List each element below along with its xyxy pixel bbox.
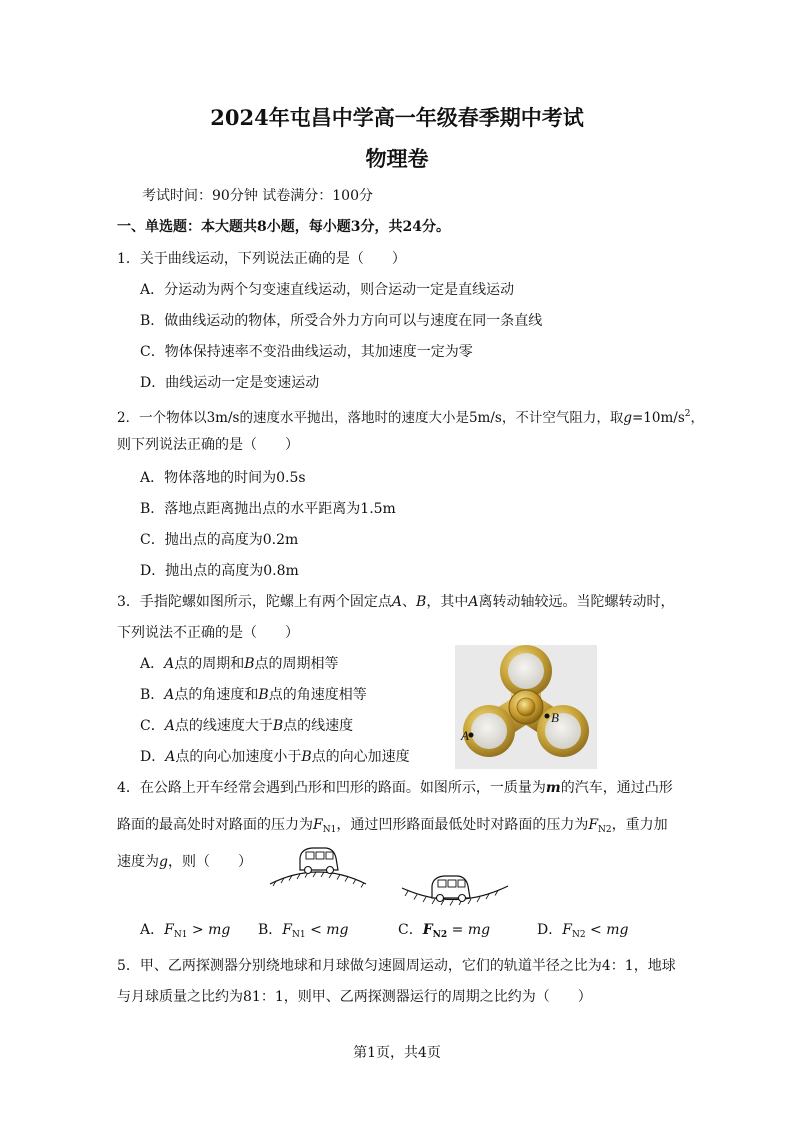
convex-road-hatching <box>273 872 364 888</box>
q4-option-d: D．$F_{N2}$ < mg <box>537 922 629 940</box>
point-a-label: A <box>461 728 469 743</box>
q5-stem-line2: 与月球质量之比约为81：1，则甲、乙两探测器运行的周期之比约为（ ） <box>117 989 592 1005</box>
car-icon <box>432 876 470 902</box>
q1-stem: 1．关于曲线运动，下列说法正确的是（ ） <box>117 251 406 267</box>
q4-stem-line3: 速度为g，则（ ） <box>117 854 252 870</box>
q1-option-c: C．物体保持速率不变沿曲线运动，其加速度一定为零 <box>140 344 473 360</box>
q2-option-b: B．落地点距离抛出点的水平距离为1.5m <box>140 501 396 517</box>
q2-stem-line2: 则下列说法正确的是（ ） <box>117 437 299 453</box>
spinner-hub-center <box>517 698 535 716</box>
section-heading: 一、单选题：本大题共8小题，每小题3分，共24分。 <box>117 219 450 235</box>
q2-option-c: C．抛出点的高度为0.2m <box>140 532 299 548</box>
car-icon <box>300 848 338 874</box>
q2-option-d: D．抛出点的高度为0.8m <box>140 563 299 579</box>
q3-option-c: C．A点的线速度大于B点的线速度 <box>140 718 354 734</box>
q4-option-c: C．$F_{N2}$ = mg <box>398 922 491 940</box>
q2-option-a: A．物体落地的时间为0.5s <box>140 470 306 486</box>
title-line1: 2024年屯昌中学高一年级春季期中考试 <box>210 105 584 130</box>
fidget-spinner-figure <box>455 645 597 769</box>
q4-option-a: A．$F_{N1}$ > mg <box>140 922 231 940</box>
q3-stem-line1: 3．手指陀螺如图所示，陀螺上有两个固定点A、B，其中A离转动轴较远。当陀螺转动时， <box>117 594 675 610</box>
q5-stem-line1: 5．甲、乙两探测器分别绕地球和月球做匀速圆周运动，它们的轨道半径之比为4：1，地球 <box>117 958 676 974</box>
q3-option-a: A．A点的周期和B点的周期相等 <box>140 656 339 672</box>
spinner-cap-top <box>508 653 544 689</box>
title-line2: 物理卷 <box>365 146 429 171</box>
q1-option-b: B．做曲线运动的物体，所受合外力方向可以与速度在同一条直线 <box>140 313 543 329</box>
point-b-dot <box>545 714 550 719</box>
q4-option-b: B．$F_{N1}$ < mg <box>258 922 349 940</box>
q1-option-d: D．曲线运动一定是变速运动 <box>140 375 320 391</box>
q3-option-d: D．A点的向心加速度小于B点的向心加速度 <box>140 749 410 765</box>
convex-road-surface <box>270 872 366 884</box>
point-a-dot <box>469 733 474 738</box>
q4-stem-line2: 路面的最高处时对路面的压力为$F_{N1}$，通过凹形路面最低处时对路面的压力为$F_{N2}$，重力加 <box>117 817 668 835</box>
spinner-cap-left <box>471 713 507 749</box>
page-footer: 第1页，共4页 <box>353 1045 441 1061</box>
exam-info: 考试时间：90分钟 试卷满分：100分 <box>142 188 373 204</box>
q3-stem-line2: 下列说法不正确的是（ ） <box>117 625 299 641</box>
q2-stem-line1: 2．一个物体以3m/s的速度水平抛出，落地时的速度大小是5m/s，不计空气阻力，取$g=10m/s^2$， <box>117 409 704 426</box>
q1-option-a: A．分运动为两个匀变速直线运动，则合运动一定是直线运动 <box>140 282 515 298</box>
point-b-label: B <box>551 710 559 725</box>
convex-road-figure <box>268 840 368 890</box>
q4-stem-line1: 4．在公路上开车经常会遇到凸形和凹形的路面。如图所示，一质量为m的汽车，通过凸形 <box>117 780 673 796</box>
q3-option-b: B．A点的角速度和B点的角速度相等 <box>140 687 367 703</box>
concave-road-figure <box>400 868 510 914</box>
